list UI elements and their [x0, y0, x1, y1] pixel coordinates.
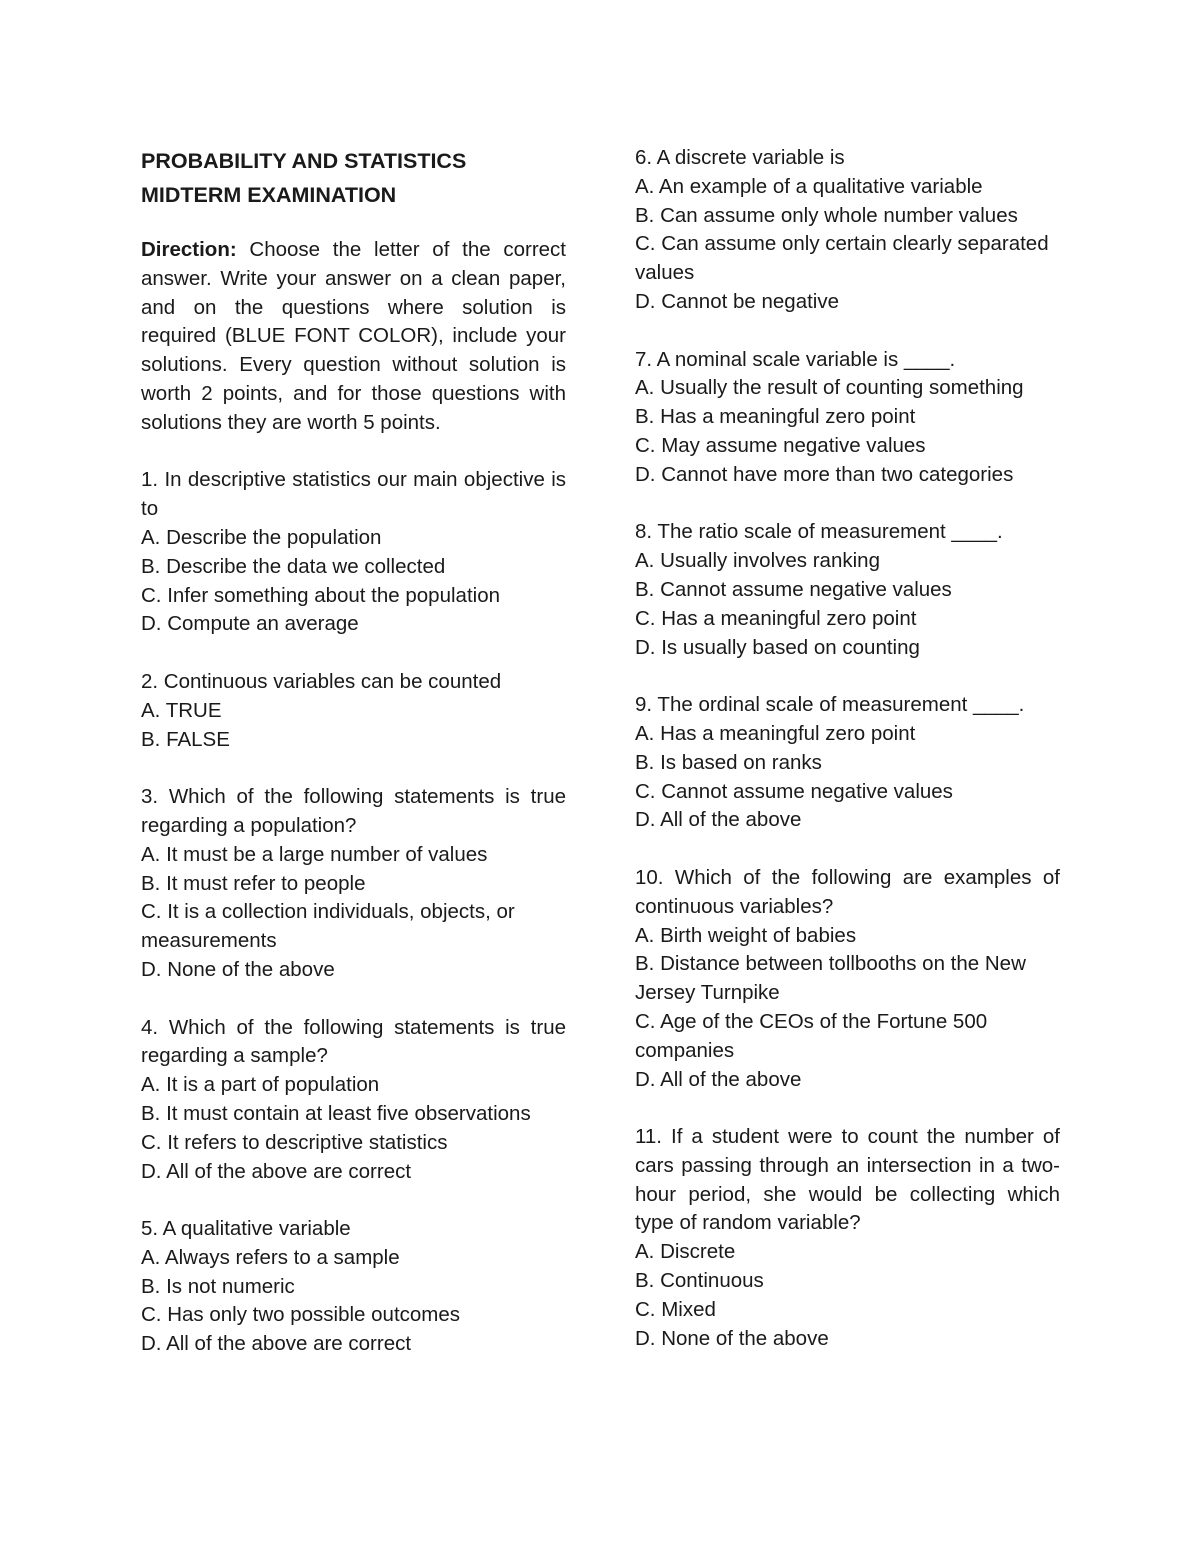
question-item	[635, 1123, 1060, 1353]
question-item	[635, 691, 1060, 835]
question-stem: 3. Which of the following statements is true regarding a population?	[141, 785, 566, 837]
answer-option: A. Discrete	[635, 1240, 736, 1264]
question-item	[635, 864, 1060, 1094]
answer-option: B. Distance between tollbooths on the New Jersey Turnpike	[635, 952, 1026, 1005]
answer-option: B. Describe the data we collected	[141, 554, 446, 578]
answer-option: A. Usually involves ranking	[635, 549, 880, 573]
left-questions	[141, 466, 566, 1359]
question-stem: 9. The ordinal scale of measurement ____.	[635, 693, 1025, 717]
answer-option: A. Always refers to a sample	[141, 1245, 400, 1269]
answer-option: B. Is not numeric	[141, 1274, 295, 1298]
directions	[141, 236, 566, 438]
answer-option: D. All of the above	[635, 808, 802, 832]
answer-option: D. Cannot be negative	[635, 289, 839, 313]
answer-option: C. Cannot assume negative values	[635, 779, 953, 803]
question-stem: 10. Which of the following are examples of continuous variables?	[635, 865, 1060, 918]
right-questions	[635, 144, 1060, 1353]
answer-option: A. It must be a large number of values	[141, 842, 488, 866]
answer-option: D. Compute an average	[141, 612, 359, 636]
exam-title	[141, 144, 566, 212]
title-line-2: MIDTERM EXAMINATION	[141, 183, 397, 207]
question-stem: 4. Which of the following statements is true regarding a sample?	[141, 1015, 566, 1068]
answer-option: A. Describe the population	[141, 525, 382, 549]
answer-option: C. Has only two possible outcomes	[141, 1303, 461, 1327]
answer-option: C. Has a meaningful zero point	[635, 606, 917, 630]
answer-option: D. All of the above are correct	[141, 1332, 412, 1356]
right-column	[635, 144, 1060, 1382]
answer-option: B. Continuous	[635, 1269, 764, 1293]
answer-option: B. It must refer to people	[141, 871, 366, 895]
question-item	[141, 466, 566, 639]
question-stem: 8. The ratio scale of measurement ____.	[635, 520, 1003, 544]
answer-option: C. Can assume only certain clearly separated values	[635, 232, 1049, 285]
answer-option: C. It is a collection individuals, objects, or measurements	[141, 900, 515, 953]
question-stem: 6. A discrete variable is	[635, 146, 845, 169]
answer-option: C. Age of the CEOs of the Fortune 500 companies	[635, 1009, 988, 1062]
answer-option: B. It must contain at least five observations	[141, 1101, 531, 1125]
answer-option: C. It refers to descriptive statistics	[141, 1130, 448, 1154]
answer-option: C. Mixed	[635, 1297, 716, 1321]
question-item	[141, 1215, 566, 1359]
question-item	[141, 783, 566, 985]
answer-option: D. None of the above	[635, 1326, 829, 1350]
answer-option: B. Has a meaningful zero point	[635, 405, 916, 429]
answer-option: A. It is a part of population	[141, 1073, 380, 1097]
question-item	[141, 1014, 566, 1187]
question-item	[635, 346, 1060, 490]
answer-option: B. FALSE	[141, 727, 230, 751]
answer-option: B. Is based on ranks	[635, 750, 822, 774]
question-stem: 5. A qualitative variable	[141, 1217, 351, 1241]
title-line-1: PROBABILITY AND STATISTICS	[141, 149, 467, 173]
question-item	[635, 144, 1060, 317]
answer-option: A. Has a meaningful zero point	[635, 721, 916, 745]
answer-option: D. None of the above	[141, 957, 335, 981]
answer-option: A. An example of a qualitative variable	[635, 174, 983, 198]
direction-text: Choose the letter of the correct answer. Write your answer on a clean paper, and on the questions where solution is required (BLUE FONT COLOR), include your solutions. Every question without solution is worth 2 points, and for those questions with solutions they are worth 5 points.	[141, 238, 566, 434]
question-item	[635, 518, 1060, 662]
answer-option: C. May assume negative values	[635, 433, 926, 457]
answer-option: B. Cannot assume negative values	[635, 577, 952, 601]
answer-option: A. TRUE	[141, 698, 222, 722]
answer-option: D. Is usually based on counting	[635, 635, 920, 659]
direction-label: Direction:	[141, 238, 237, 261]
question-item	[141, 668, 566, 754]
answer-option: D. All of the above	[635, 1067, 802, 1091]
answer-option: A. Usually the result of counting something	[635, 376, 1024, 400]
answer-option: D. All of the above are correct	[141, 1159, 412, 1183]
answer-option: C. Infer something about the population	[141, 583, 500, 607]
question-stem: 7. A nominal scale variable is ____.	[635, 347, 956, 371]
question-stem: 11. If a student were to count the number of cars passing through an intersection in a two-hour period, she would be collecting which type of random variable?	[635, 1125, 1060, 1235]
answer-option: A. Birth weight of babies	[635, 923, 857, 947]
answer-option: D. Cannot have more than two categories	[635, 462, 1014, 486]
question-stem: 1. In descriptive statistics our main objective is to	[141, 468, 566, 521]
question-stem: 2. Continuous variables can be counted	[141, 669, 502, 693]
left-column	[141, 144, 566, 1388]
answer-option: B. Can assume only whole number values	[635, 203, 1018, 227]
